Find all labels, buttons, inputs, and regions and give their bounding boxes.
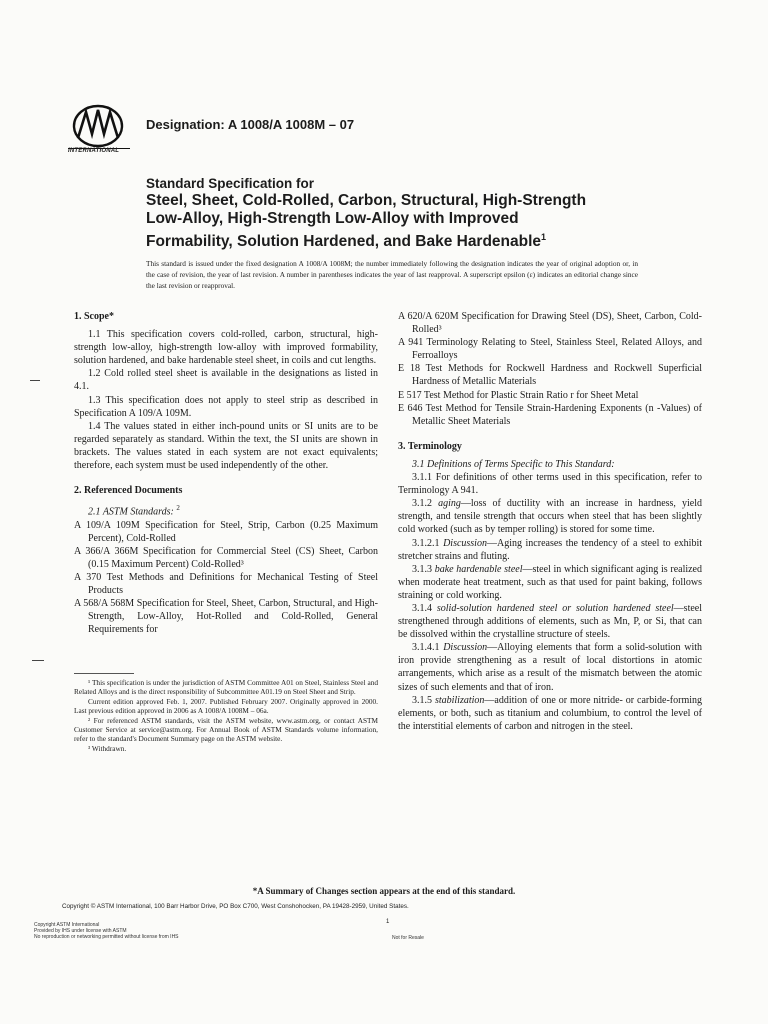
licensing-line-1: Copyright ASTM International [34,922,100,928]
para-1-4: 1.4 The values stated in either inch-pound units or SI units are to be regarded separately as standard. Within the text, the SI units are shown in brackets. The values stated in each system are not exact equivalents; therefore, each system must be used independently of the other. [74,420,378,472]
para-3-1-4-1: 3.1.4.1 Discussion—Alloying elements that form a solid-solution with iron provide strengthening as a result of local distortions in atomic arrangements, which arise as a result of the mismatch between the atomic sizes of such elements and that of iron. [398,642,703,693]
title-line-1: Standard Specification for [146,176,315,191]
footnote-3: ³ Withdrawn. [88,743,127,753]
ref-e517: E 517 Test Method for Plastic Strain Ratio r for Sheet Metal [398,389,639,401]
document-title [146,176,646,251]
para-3-1-5: 3.1.5 stabilization—addition of one or more nitride- or carbide-forming elements, or both, such as titanium and columbium, to control the level of the interstitial elements of carbon and nitrogen in the steel. [398,694,703,732]
section-1-heading: 1. Scope* [74,311,114,322]
footnote-1-edition: Current edition approved Feb. 1, 2007. Published February 2007. Originally approved in 2000. Last previous edition approved in 2006 as A 1008/A 1008M – 06a. [74,696,378,716]
ref-e18: E 18 Test Methods for Rockwell Hardness and Rockwell Superficial Hardness of Metallic Materials [398,363,702,388]
para-2-1: 2.1 ASTM Standards: $^2$ [88,504,180,518]
margin-mark [32,660,44,661]
ref-a109: A 109/A 109M Specification for Steel, Strip, Carbon (0.25 Maximum Percent), Cold-Rolled [74,519,378,544]
para-3-1-2-1: 3.1.2.1 Discussion—Aging increases the tendency of a steel to exhibit stretcher strains and fluting. [398,537,703,562]
ref-a568: A 568/A 568M Specification for Steel, Sheet, Carbon, Structural, and High-Strength, Low-Alloy, Hot-Rolled and Cold-Rolled, General Requirements for [74,598,378,636]
ref-a620: A 620/A 620M Specification for Drawing Steel (DS), Sheet, Carbon, Cold-Rolled³ [398,311,702,336]
footnote-1: ¹ This specification is under the jurisdiction of ASTM Committee A01 on Steel, Stainless Steel and Related Alloys and is the direct responsibility of Subcommittee A01.19 on Steel Sheet and Strip. [74,678,378,697]
para-1-2: 1.2 Cold rolled steel sheet is available in the designations as listed in 4.1. [74,368,378,393]
para-3-1-4: 3.1.4 solid-solution hardened steel or solution hardened steel—steel strengthened through additions of elements, such as Mn, P, or Si, that can be dissolved within the crystalline structure of steels. [398,602,702,641]
title-line-3: Low-Alloy, High-Strength Low-Alloy with Improved [146,210,519,227]
para-1-1: 1.1 This specification covers cold-rolled, carbon, structural, high-strength low-alloy, high-strength low-alloy with improved formability, solution hardened, and bake hardenable steel sheet, in coils and cut lengths. [74,329,378,367]
title-line-2: Steel, Sheet, Cold-Rolled, Carbon, Structural, High-Strength [146,192,587,209]
para-3-1-2: 3.1.2 aging—loss of ductility with an increase in hardness, yield strength, and tensile strength that occurs when steel that has been slightly cold worked (such as by temper rolling) is stored for some time. [398,498,702,536]
para-3-1-1: 3.1.1 For definitions of other terms used in this specification, refer to Terminology A 941. [398,472,702,497]
ref-a941: A 941 Terminology Relating to Steel, Stainless Steel, Related Alloys, and Ferroalloys [398,337,702,362]
issue-note: This standard is issued under the fixed designation A 1008/A 1008M; the number immediately following the designation indicates the year of original adoption or, in the case of revision, the year of last revision. A number in parentheses indicates the year of last reapproval. A superscript epsilon (ε) indicates an editorial change since the last revision or reapproval. [146,259,638,290]
licensing-line-3: No reproduction or networking permitted without license from IHS [34,933,179,940]
astm-logo [64,104,134,160]
ref-a366: A 366/A 366M Specification for Commercial Steel (CS) Sheet, Carbon (0.15 Maximum Percent) Cold-Rolled³ [74,545,378,570]
margin-mark [30,380,40,381]
copyright-line: Copyright © ASTM International, 100 Barr Harbor Drive, PO Box C700, West Conshohocken, PA 19428-2959, United States. [62,903,409,910]
not-for-resale: Not for Resale [392,935,424,941]
section-3-heading: 3. Terminology [398,440,462,452]
section-2-heading: 2. Referenced Documents [74,485,183,497]
footnotes [74,678,378,753]
footnote-2: ² For referenced ASTM standards, visit the ASTM website, www.astm.org, or contact ASTM Customer Service at service@astm.org. For Annual Book of ASTM Standards volume information, refer to the standard's Document Summary page on the ASTM website. [74,715,378,744]
designation: Designation: A 1008/A 1008M – 07 [146,117,355,132]
ref-e646: E 646 Test Method for Tensile Strain-Hardening Exponents (n -Values) of Metallic Sheet Materials [398,402,702,427]
title-footnote-mark: 1 [541,232,547,242]
footnote-rule [74,673,134,674]
page-number: 1 [386,919,390,925]
licensing-block [34,923,179,940]
para-1-3: 1.3 This specification does not apply to steel strip as described in Specification A 109/A 109M. [74,394,378,419]
summary-of-changes-note: *A Summary of Changes section appears at the end of this standard. [252,886,516,896]
left-column [74,310,378,636]
right-column [398,310,702,733]
ref-a370: A 370 Test Methods and Definitions for Mechanical Testing of Steel Products [74,572,378,597]
licensing-line-2: Provided by IHS under license with ASTM [34,927,127,934]
title-line-4: Formability, Solution Hardened, and Bake Hardenable [146,233,542,251]
logo-caption: INTERNATIONAL [68,148,120,154]
para-3-1-3: 3.1.3 bake hardenable steel—steel in which significant aging is realized when moderate heat treatment, such as that used for paint baking, follows straining or cold working. [398,563,702,601]
para-3-1: 3.1 Definitions of Terms Specific to This Standard: [412,458,615,470]
